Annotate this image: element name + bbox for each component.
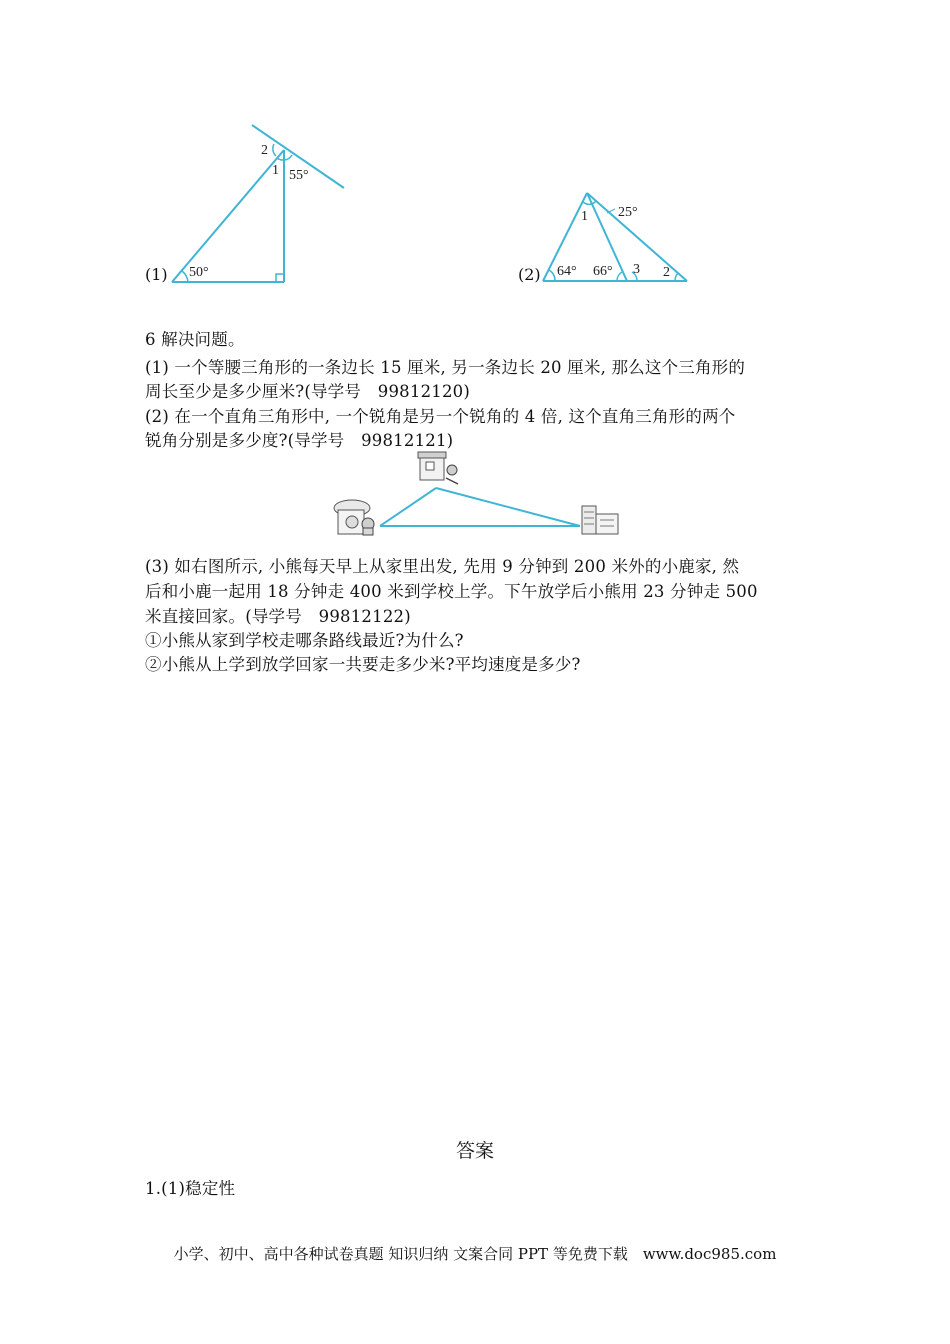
fig1-angle-55: 55° <box>289 168 309 183</box>
answers-title: 答案 <box>455 1140 494 1162</box>
q3-line2: 后和小鹿一起用 18 分钟走 400 米到学校上学。下午放学后小熊用 23 分钟走 500 <box>145 582 758 601</box>
figure-1-triangle <box>160 120 360 290</box>
q2-line1: (2) 在一个直角三角形中, 一个锐角是另一个锐角的 4 倍, 这个直角三角形的两个 <box>145 407 736 426</box>
q3-line3: 米直接回家。(导学号 99812122) <box>145 607 411 626</box>
figure-1-label: (1) <box>145 265 168 284</box>
q3-sub2: ②小熊从上学到放学回家一共要走多少米?平均速度是多少? <box>145 655 581 674</box>
question-heading: 6 解决问题。 <box>145 330 245 349</box>
fig2-angle-25: 25° <box>618 205 638 220</box>
route-diagram <box>330 448 630 543</box>
q1-line1: (1) 一个等腰三角形的一条边长 15 厘米, 另一条边长 20 厘米, 那么这个三角形的 <box>145 358 746 377</box>
school-building-icon <box>582 506 618 534</box>
fig1-angle-2: 2 <box>261 143 268 158</box>
fig2-angle-3: 3 <box>633 262 640 277</box>
q1-line2: 周长至少是多少厘米?(导学号 99812120) <box>145 382 471 401</box>
figure-2-triangle <box>535 185 695 290</box>
footer-text: 小学、初中、高中各种试卷真题 知识归纳 文案合同 PPT 等免费下载 www.doc985.com <box>173 1245 777 1263</box>
fig2-angle-64: 64° <box>557 264 577 279</box>
fig1-angle-50: 50° <box>189 265 209 280</box>
q2-line2: 锐角分别是多少度?(导学号 99812121) <box>145 431 454 450</box>
deer-house-icon <box>418 452 458 484</box>
fig1-angle-1: 1 <box>272 163 279 178</box>
answer-1: 1.(1)稳定性 <box>145 1179 236 1198</box>
fig2-angle-2: 2 <box>663 265 670 280</box>
bear-home-icon <box>334 500 374 535</box>
q3-line1: (3) 如右图所示, 小熊每天早上从家里出发, 先用 9 分钟到 200 米外的小鹿家, 然 <box>145 557 740 576</box>
fig2-angle-66: 66° <box>593 264 613 279</box>
fig2-angle-1: 1 <box>581 209 588 224</box>
figure-2-label: (2) <box>518 265 541 284</box>
q3-sub1: ①小熊从家到学校走哪条路线最近?为什么? <box>145 631 464 650</box>
